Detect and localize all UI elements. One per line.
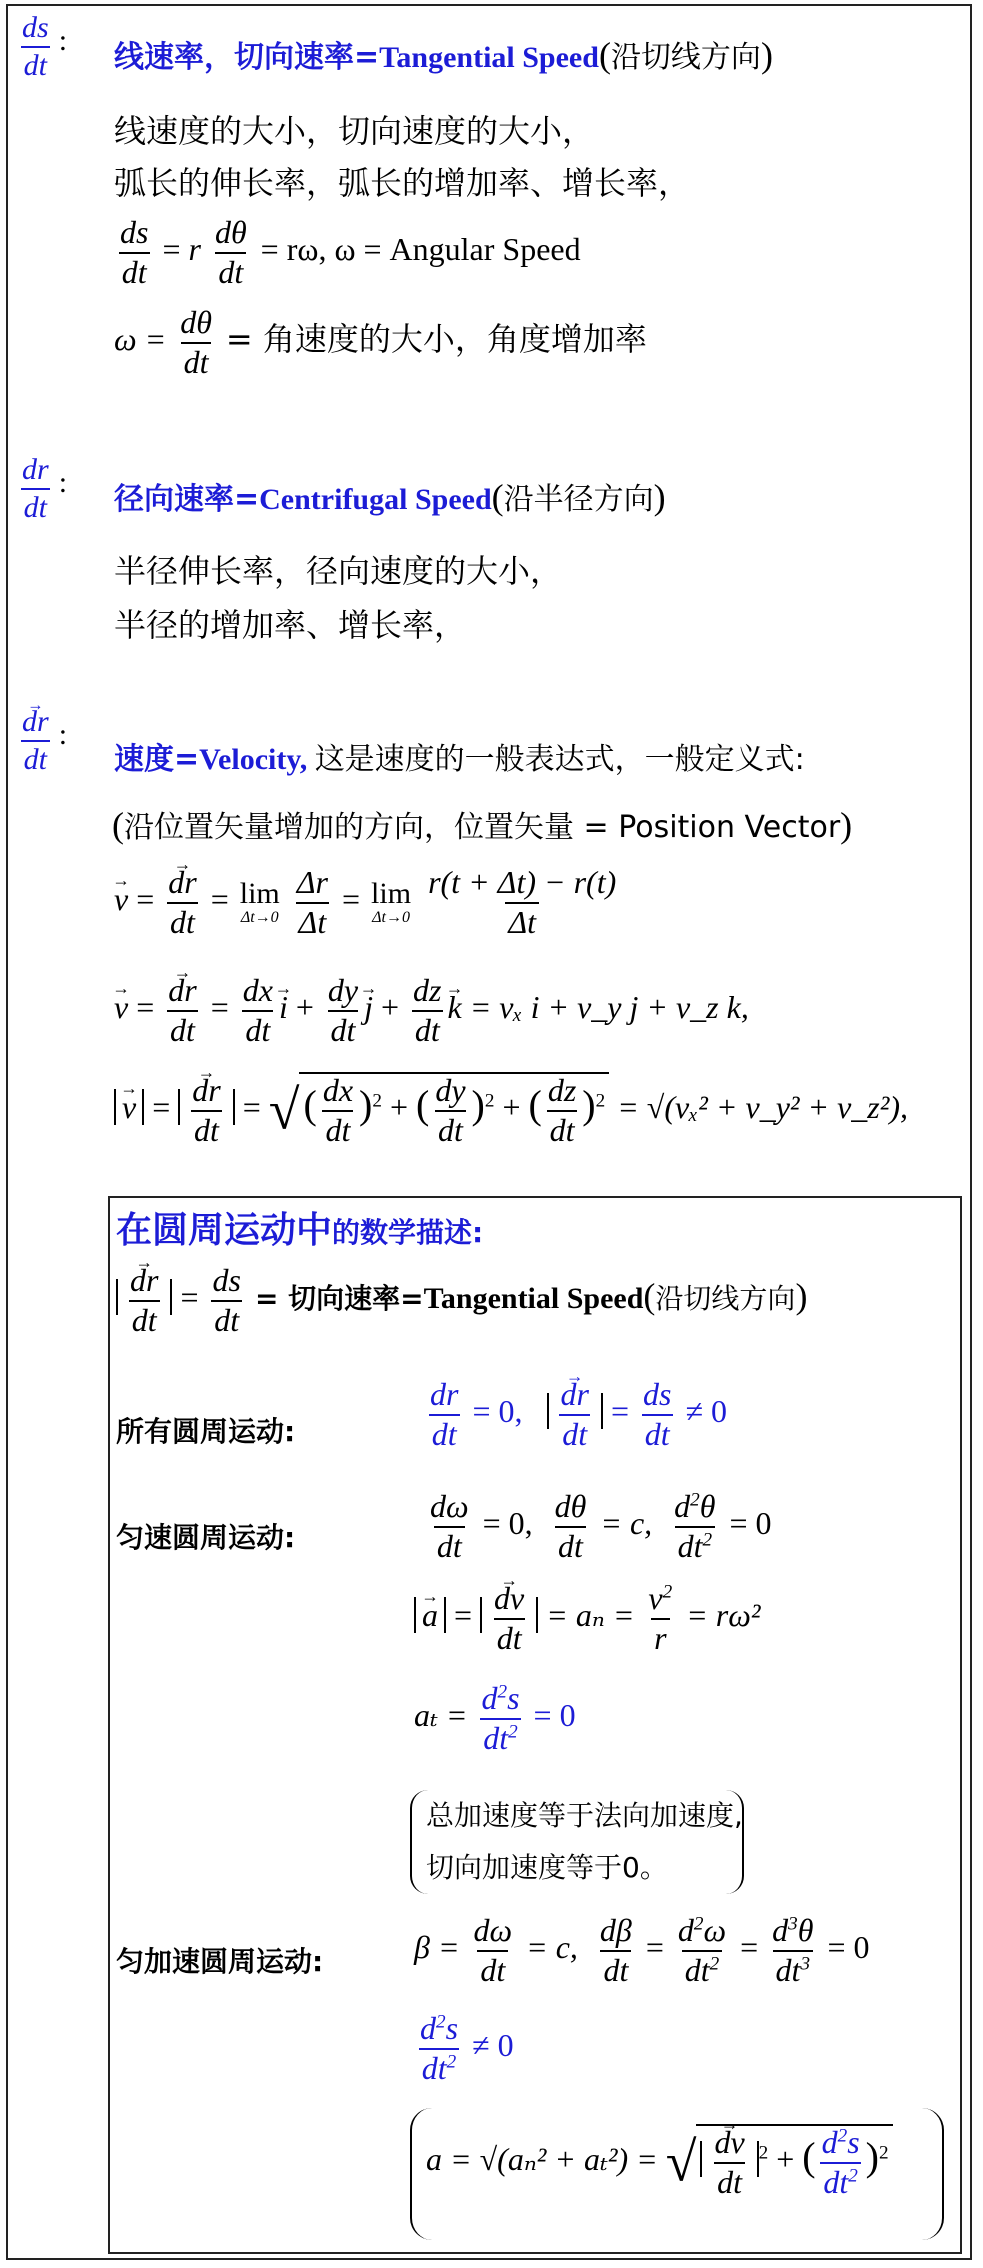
centrifugal-title: 径向速率=Centrifugal Speed(沿半径方向) bbox=[114, 477, 666, 517]
velocity-equation-limit: → v = → $\frac{dr}{dt}$ = lim Δt→0 $\frac{\Delta r}{\Delta t}$ = lim Δt→0 $\frac{r(t + \Delta t) - r(t)}{\Delta t}$ bbox=[114, 866, 622, 939]
velocity-label: → $\frac{dr}{dt}$ : bbox=[16, 706, 67, 775]
centrifugal-desc-1: 半径伸长率，径向速度的大小， bbox=[114, 552, 563, 590]
uniform-equation-2: → a = → $\frac{dv}{dt}$ = aₙ = $\frac{v^2}{r}$ = rω² bbox=[414, 1582, 760, 1655]
tangential-label: $\frac{ds}{dt}$ : bbox=[16, 12, 67, 81]
centrifugal-desc-2: 半径的增加率、增长率， bbox=[114, 606, 467, 644]
uniform-circular-label: 匀速圆周运动: bbox=[116, 1521, 296, 1554]
accelerated-equation-2: $\frac{d^2s}{dt^2}$ ≠ 0 bbox=[420, 2010, 514, 2086]
velocity-equation-components: → v = → $\frac{dr}{dt}$ = $\frac{dx}{dt}$ → i + $\frac{dy}{dt}$ → j + $\frac{dz}{dt}$ → k = vₓ i + v_y j + v_z k, bbox=[114, 974, 749, 1047]
tangential-title: 线速率，切向速率=Tangential Speed(沿切线方向) bbox=[114, 35, 773, 75]
dr-vec-dt-fraction: → $\frac{dr}{dt}$ bbox=[19, 706, 52, 775]
uniform-note-box bbox=[410, 1790, 744, 1894]
circular-motion-box bbox=[108, 1196, 962, 2254]
uniform-equation-1: $\frac{d\omega}{dt}$ = 0, $\frac{d\theta}{dt}$ = c, $\frac{d^2\theta}{dt^2}$ = 0 bbox=[430, 1488, 772, 1564]
ds-dt-fraction: $\frac{ds}{dt}$ bbox=[22, 11, 49, 82]
accelerated-total-box bbox=[410, 2108, 944, 2240]
tangential-equation-1: $\frac{ds}{dt}$ = r $\frac{d\theta}{dt}$ = rω, ω = Angular Speed bbox=[120, 214, 581, 290]
accelerated-equation-1: β = $\frac{d\omega}{dt}$ = c, $\frac{d\beta}{dt}$ = $\frac{d^2\omega}{dt^2}$ = $\frac{d^3\theta}{dt^3}$ = 0 bbox=[414, 1912, 870, 1988]
centrifugal-label: $\frac{dr}{dt}$ : bbox=[16, 454, 67, 523]
all-circular-label: 所有圆周运动: bbox=[116, 1415, 296, 1448]
document-page bbox=[6, 4, 972, 2260]
all-circular-equation: $\frac{dr}{dt}$ = 0, → $\frac{dr}{dt}$ = $\frac{ds}{dt}$ ≠ 0 bbox=[424, 1378, 727, 1451]
velocity-title: 速度=Velocity, 这是速度的一般表达式，一般定义式: bbox=[114, 742, 805, 777]
dr-dt-fraction: $\frac{dr}{dt}$ bbox=[22, 453, 49, 524]
tangential-equation-2: ω = $\frac{d\theta}{dt}$ = 角速度的大小，角度增加率 bbox=[114, 304, 647, 380]
velocity-paren-line: (沿位置矢量增加的方向，位置矢量 = Position Vector) bbox=[112, 805, 853, 845]
accelerated-equation-3: a = √(aₙ² + aₜ²) = √ → $\frac{dv}{dt}$ $^2$ + ( $\frac{d^2s}{dt^2}$ )$^2$ bbox=[426, 2124, 893, 2199]
uniform-note-2: 切向加速度等于0。 bbox=[426, 1851, 668, 1884]
circle-tangential-row: → $\frac{dr}{dt}$ = $\frac{ds}{dt}$ = 切向速率=Tangential Speed(沿切线方向) bbox=[116, 1264, 807, 1337]
tangential-desc-1: 线速度的大小，切向速度的大小， bbox=[114, 112, 595, 150]
tangential-desc-2: 弧长的伸长率，弧长的增加率、增长率， bbox=[114, 164, 691, 202]
velocity-equation-magnitude: → v = → $\frac{dr}{dt}$ = √ ( $\frac{dx}{dt}$ )$^2$ + ( $\frac{dy}{dt}$ )$^2$ + ( $\frac{dz}{dt}$ )$^2$ = √(vₓ² + v_y² + v_z²), bbox=[114, 1072, 908, 1147]
uniform-equation-3: aₜ = $\frac{d^2s}{dt^2}$ = 0 bbox=[414, 1680, 576, 1756]
accelerated-circular-label: 匀加速圆周运动: bbox=[116, 1945, 324, 1978]
uniform-note-1: 总加速度等于法向加速度, bbox=[426, 1799, 743, 1832]
circular-motion-heading: 在圆周运动中的数学描述: bbox=[116, 1210, 484, 1251]
